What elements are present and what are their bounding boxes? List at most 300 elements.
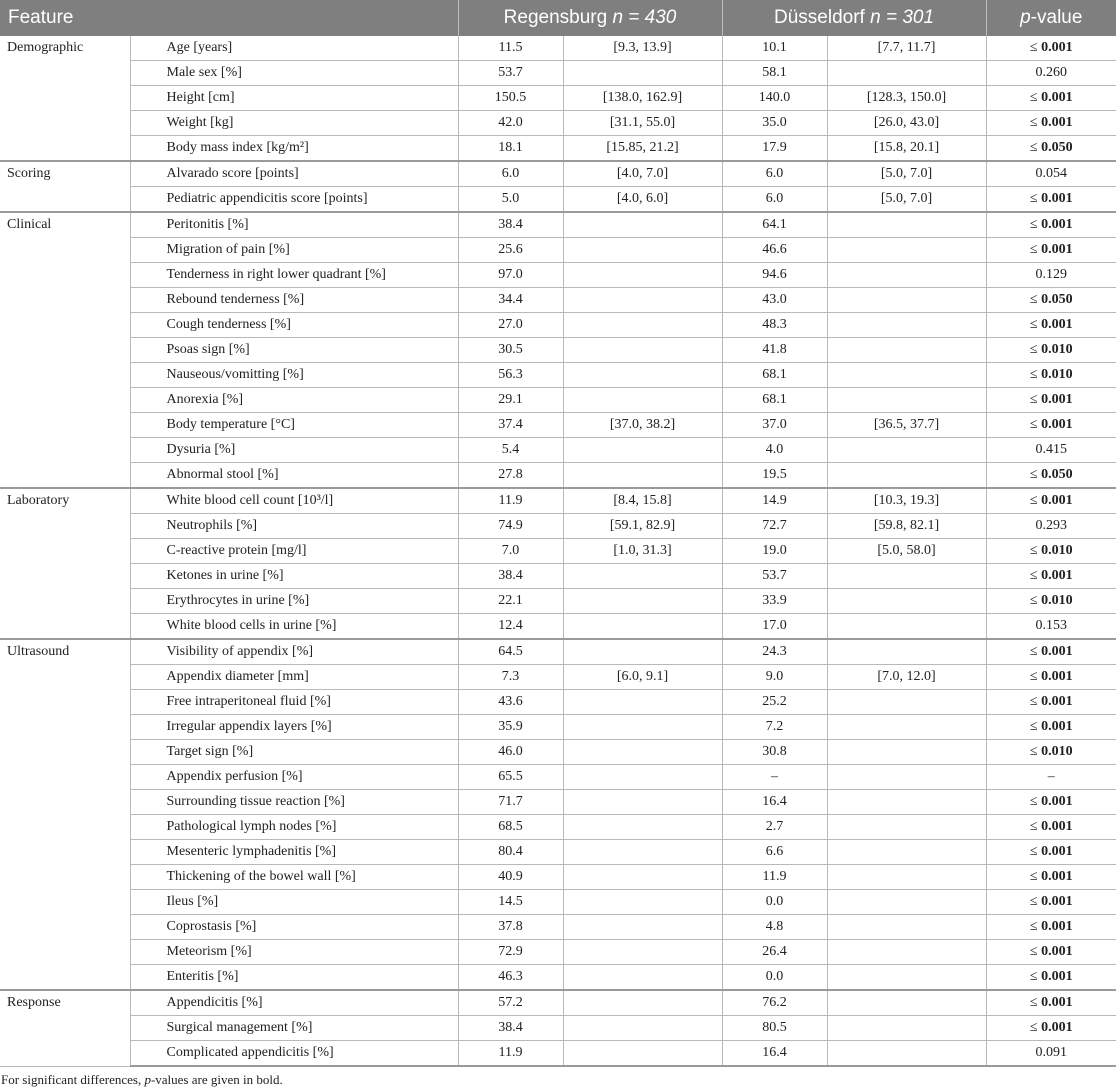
pvalue-prefix: ≤ [1029,694,1042,709]
dusseldorf-value: 46.6 [722,238,827,263]
regensburg-iqr [563,990,722,1016]
table-row [0,690,1116,715]
dusseldorf-iqr [827,790,986,815]
pvalue-number: 0.010 [1041,342,1073,357]
dusseldorf-value: – [722,765,827,790]
pvalue-prefix: ≤ [1029,1020,1042,1035]
dusseldorf-value: 24.3 [722,639,827,665]
dusseldorf-value: 68.1 [722,388,827,413]
dusseldorf-value: 4.0 [722,438,827,463]
regensburg-iqr [563,815,722,840]
feature-cell: Age [years] [130,36,458,61]
feature-cell: Mesenteric lymphadenitis [%] [130,840,458,865]
table-row [0,840,1116,865]
pvalue-number: 0.260 [1035,65,1068,80]
dusseldorf-value: 53.7 [722,564,827,589]
pvalue-prefix: ≤ [1029,317,1042,332]
dusseldorf-iqr [827,614,986,640]
regensburg-iqr [563,690,722,715]
feature-cell: Target sign [%] [130,740,458,765]
pvalue-cell [986,890,1116,915]
pvalue-prefix: ≤ [1029,467,1042,482]
regensburg-iqr [563,614,722,640]
pvalue-prefix: ≤ [1029,242,1042,257]
regensburg-iqr [563,564,722,589]
table-row [0,790,1116,815]
regensburg-value: 29.1 [458,388,563,413]
pvalue-cell [986,338,1116,363]
dusseldorf-value: 2.7 [722,815,827,840]
pvalue-number: 0.415 [1035,442,1068,457]
regensburg-iqr: [4.0, 7.0] [563,161,722,187]
dusseldorf-iqr: [26.0, 43.0] [827,111,986,136]
regensburg-iqr [563,463,722,489]
pvalue-cell [986,990,1116,1016]
table-row [0,363,1116,388]
table-row [0,413,1116,438]
feature-cell: Weight [kg] [130,111,458,136]
pvalue-header-rest: -value [1030,7,1083,28]
dusseldorf-value: 72.7 [722,514,827,539]
feature-cell: Thickening of the bowel wall [%] [130,865,458,890]
regensburg-iqr [563,338,722,363]
dusseldorf-iqr [827,1041,986,1067]
dusseldorf-iqr [827,212,986,238]
pvalue-cell [986,61,1116,86]
pvalue-number: 0.050 [1041,140,1073,155]
table-row [0,263,1116,288]
feature-cell: Anorexia [%] [130,388,458,413]
pvalue-cell [986,690,1116,715]
pvalue-prefix: ≤ [1029,869,1042,884]
regensburg-iqr [563,790,722,815]
dusseldorf-iqr [827,865,986,890]
table-row [0,86,1116,111]
regensburg-value: 7.3 [458,665,563,690]
regensburg-value: 57.2 [458,990,563,1016]
regensburg-value: 38.4 [458,212,563,238]
pvalue-prefix: ≤ [1029,342,1042,357]
pvalue-cell [986,86,1116,111]
pvalue-number: 0.001 [1041,493,1073,508]
footnote-after: -values are given in bold. [150,1072,283,1087]
dusseldorf-iqr [827,1016,986,1041]
table-row [0,865,1116,890]
pvalue-cell [986,363,1116,388]
dusseldorf-iqr [827,815,986,840]
pvalue-cell [986,940,1116,965]
pvalue-number: 0.153 [1035,618,1068,633]
dusseldorf-value: 4.8 [722,915,827,940]
dusseldorf-n: n = 301 [870,7,935,28]
pvalue-cell [986,589,1116,614]
regensburg-iqr [563,740,722,765]
pvalue-number: 0.001 [1041,217,1073,232]
table-row [0,665,1116,690]
table-row [0,589,1116,614]
table-row [0,338,1116,363]
pvalue-cell [986,161,1116,187]
dusseldorf-iqr [827,338,986,363]
table-row [0,36,1116,61]
dusseldorf-iqr [827,990,986,1016]
table-footnote [0,1067,1116,1088]
dusseldorf-iqr [827,765,986,790]
dusseldorf-iqr [827,690,986,715]
dusseldorf-value: 6.6 [722,840,827,865]
pvalue-number: 0.010 [1041,543,1073,558]
regensburg-value: 42.0 [458,111,563,136]
feature-cell: Irregular appendix layers [%] [130,715,458,740]
pvalue-prefix: ≤ [1029,669,1042,684]
regensburg-value: 30.5 [458,338,563,363]
table-row [0,890,1116,915]
pvalue-number: 0.050 [1041,292,1073,307]
regensburg-iqr [563,61,722,86]
regensburg-iqr: [138.0, 162.9] [563,86,722,111]
pvalue-number: 0.001 [1041,894,1073,909]
dusseldorf-iqr [827,288,986,313]
dusseldorf-value: 25.2 [722,690,827,715]
pvalue-cell [986,740,1116,765]
regensburg-iqr [563,965,722,991]
feature-cell: Body temperature [°C] [130,413,458,438]
group-label: Laboratory [0,488,130,639]
regensburg-iqr [563,840,722,865]
pvalue-cell [986,1016,1116,1041]
pvalue-prefix: ≤ [1029,292,1042,307]
regensburg-header [458,0,722,36]
dusseldorf-value: 43.0 [722,288,827,313]
pvalue-cell [986,413,1116,438]
pvalue-cell [986,212,1116,238]
pvalue-number: 0.001 [1041,191,1073,206]
pvalue-cell [986,840,1116,865]
dusseldorf-iqr: [36.5, 37.7] [827,413,986,438]
table-row [0,212,1116,238]
regensburg-iqr: [8.4, 15.8] [563,488,722,514]
feature-cell: Pediatric appendicitis score [points] [130,187,458,213]
pvalue-prefix: ≤ [1029,744,1042,759]
dusseldorf-value: 19.0 [722,539,827,564]
regensburg-value: 64.5 [458,639,563,665]
regensburg-iqr [563,388,722,413]
regensburg-value: 12.4 [458,614,563,640]
pvalue-number: 0.001 [1041,694,1073,709]
feature-cell: Meteorism [%] [130,940,458,965]
regensburg-iqr [563,313,722,338]
pvalue-prefix: ≤ [1029,995,1042,1010]
table-row [0,111,1116,136]
feature-cell: Appendix perfusion [%] [130,765,458,790]
pvalue-prefix: ≤ [1029,140,1042,155]
dusseldorf-value: 48.3 [722,313,827,338]
pvalue-cell [986,965,1116,991]
dusseldorf-value: 16.4 [722,1041,827,1067]
regensburg-iqr: [37.0, 38.2] [563,413,722,438]
regensburg-iqr [563,589,722,614]
pvalue-prefix: ≤ [1029,644,1042,659]
pvalue-header [986,0,1116,36]
table-row [0,614,1116,640]
table-row [0,1016,1116,1041]
group-label: Response [0,990,130,1066]
feature-cell: C-reactive protein [mg/l] [130,539,458,564]
regensburg-iqr: [31.1, 55.0] [563,111,722,136]
feature-cell: Surrounding tissue reaction [%] [130,790,458,815]
pvalue-prefix: ≤ [1029,217,1042,232]
pvalue-number: 0.001 [1041,417,1073,432]
dusseldorf-iqr: [5.0, 7.0] [827,187,986,213]
table-row [0,539,1116,564]
table-header [0,0,1116,36]
dusseldorf-iqr [827,840,986,865]
table-row [0,740,1116,765]
pvalue-prefix: ≤ [1029,719,1042,734]
pvalue-number: 0.001 [1041,944,1073,959]
pvalue-number: 0.001 [1041,844,1073,859]
dusseldorf-value: 41.8 [722,338,827,363]
regensburg-n: n = 430 [612,7,677,28]
group-label: Ultrasound [0,639,130,990]
regensburg-iqr [563,890,722,915]
dusseldorf-value: 76.2 [722,990,827,1016]
pvalue-number: 0.001 [1041,719,1073,734]
dusseldorf-value: 80.5 [722,1016,827,1041]
feature-header: Feature [0,0,458,36]
table-row [0,288,1116,313]
dusseldorf-value: 6.0 [722,161,827,187]
pvalue-number: 0.001 [1041,392,1073,407]
pvalue-number: 0.001 [1041,669,1073,684]
regensburg-iqr: [15.85, 21.2] [563,136,722,162]
pvalue-prefix: ≤ [1029,367,1042,382]
pvalue-prefix: ≤ [1029,392,1042,407]
pvalue-prefix: ≤ [1029,844,1042,859]
dusseldorf-value: 17.9 [722,136,827,162]
pvalue-prefix: ≤ [1029,191,1042,206]
feature-cell: White blood cell count [10³/l] [130,488,458,514]
pvalue-number: 0.001 [1041,1020,1073,1035]
table-row [0,1041,1116,1067]
dusseldorf-value: 64.1 [722,212,827,238]
dusseldorf-iqr [827,965,986,991]
feature-cell: Rebound tenderness [%] [130,288,458,313]
feature-cell: Tenderness in right lower quadrant [%] [130,263,458,288]
dusseldorf-iqr: [10.3, 19.3] [827,488,986,514]
table-row [0,438,1116,463]
dusseldorf-value: 9.0 [722,665,827,690]
table-row [0,965,1116,991]
dusseldorf-iqr [827,388,986,413]
pvalue-cell [986,765,1116,790]
pvalue-number: 0.001 [1041,919,1073,934]
dusseldorf-iqr [827,61,986,86]
dusseldorf-value: 140.0 [722,86,827,111]
regensburg-iqr [563,263,722,288]
regensburg-value: 7.0 [458,539,563,564]
regensburg-value: 74.9 [458,514,563,539]
feature-cell: Abnormal stool [%] [130,463,458,489]
pvalue-cell [986,488,1116,514]
dusseldorf-value: 7.2 [722,715,827,740]
dusseldorf-iqr [827,263,986,288]
feature-cell: Nauseous/vomitting [%] [130,363,458,388]
feature-cell: Male sex [%] [130,61,458,86]
feature-cell: Height [cm] [130,86,458,111]
regensburg-iqr: [59.1, 82.9] [563,514,722,539]
regensburg-value: 150.5 [458,86,563,111]
table-row [0,514,1116,539]
pvalue-cell [986,865,1116,890]
footnote-italic: p [144,1072,151,1087]
regensburg-value: 11.9 [458,1041,563,1067]
regensburg-iqr [563,765,722,790]
regensburg-iqr: [4.0, 6.0] [563,187,722,213]
feature-cell: Psoas sign [%] [130,338,458,363]
group-label: Clinical [0,212,130,488]
pvalue-number: 0.001 [1041,794,1073,809]
table-row [0,61,1116,86]
regensburg-value: 46.3 [458,965,563,991]
regensburg-iqr [563,438,722,463]
feature-cell: Appendicitis [%] [130,990,458,1016]
dusseldorf-value: 30.8 [722,740,827,765]
pvalue-number: 0.001 [1041,995,1073,1010]
pvalue-number: 0.050 [1041,467,1073,482]
dusseldorf-iqr: [5.0, 7.0] [827,161,986,187]
regensburg-value: 37.4 [458,413,563,438]
dusseldorf-iqr [827,238,986,263]
pvalue-prefix: ≤ [1029,969,1042,984]
pvalue-cell [986,514,1116,539]
table-row [0,715,1116,740]
regensburg-value: 5.4 [458,438,563,463]
feature-cell: Erythrocytes in urine [%] [130,589,458,614]
pvalue-header-italic: p [1020,7,1031,28]
table-row [0,915,1116,940]
regensburg-value: 6.0 [458,161,563,187]
dusseldorf-iqr: [7.0, 12.0] [827,665,986,690]
dusseldorf-value: 37.0 [722,413,827,438]
table-row [0,187,1116,213]
regensburg-value: 38.4 [458,564,563,589]
dusseldorf-iqr: [15.8, 20.1] [827,136,986,162]
pvalue-number: 0.293 [1035,518,1068,533]
regensburg-value: 35.9 [458,715,563,740]
feature-cell: Dysuria [%] [130,438,458,463]
feature-cell: Body mass index [kg/m²] [130,136,458,162]
regensburg-value: 53.7 [458,61,563,86]
pvalue-prefix: ≤ [1029,90,1042,105]
pvalue-cell [986,187,1116,213]
regensburg-value: 43.6 [458,690,563,715]
regensburg-iqr [563,238,722,263]
pvalue-number: 0.129 [1035,267,1068,282]
dusseldorf-iqr [827,915,986,940]
dusseldorf-value: 26.4 [722,940,827,965]
pvalue-number: 0.001 [1041,644,1073,659]
dusseldorf-value: 19.5 [722,463,827,489]
pvalue-cell [986,614,1116,640]
footnote-before: For significant differences, [1,1072,145,1087]
feature-cell: Coprostasis [%] [130,915,458,940]
pvalue-number: 0.001 [1041,115,1073,130]
regensburg-value: 65.5 [458,765,563,790]
pvalue-cell [986,1041,1116,1067]
feature-cell: Ketones in urine [%] [130,564,458,589]
pvalue-cell [986,388,1116,413]
feature-cell: Neutrophils [%] [130,514,458,539]
dusseldorf-iqr [827,463,986,489]
pvalue-cell [986,438,1116,463]
table-row [0,136,1116,162]
pvalue-cell [986,288,1116,313]
dusseldorf-iqr [827,940,986,965]
group-label: Demographic [0,36,130,161]
dusseldorf-value: 35.0 [722,111,827,136]
dusseldorf-iqr: [5.0, 58.0] [827,539,986,564]
regensburg-iqr: [1.0, 31.3] [563,539,722,564]
feature-cell: Free intraperitoneal fluid [%] [130,690,458,715]
regensburg-iqr [563,1041,722,1067]
feature-cell: Migration of pain [%] [130,238,458,263]
pvalue-prefix: ≤ [1029,417,1042,432]
regensburg-value: 38.4 [458,1016,563,1041]
pvalue-number: 0.010 [1041,367,1073,382]
pvalue-number: 0.001 [1041,90,1073,105]
pvalue-prefix: ≤ [1029,894,1042,909]
regensburg-value: 40.9 [458,865,563,890]
feature-cell: Alvarado score [points] [130,161,458,187]
pvalue-cell [986,790,1116,815]
feature-cell: Enteritis [%] [130,965,458,991]
dusseldorf-iqr [827,363,986,388]
dusseldorf-label: Düsseldorf [774,7,871,28]
dusseldorf-value: 16.4 [722,790,827,815]
pvalue-prefix: ≤ [1029,115,1042,130]
regensburg-iqr [563,363,722,388]
dusseldorf-iqr: [7.7, 11.7] [827,36,986,61]
regensburg-iqr [563,1016,722,1041]
dusseldorf-iqr [827,715,986,740]
pvalue-cell [986,915,1116,940]
regensburg-value: 71.7 [458,790,563,815]
pvalue-number: 0.001 [1041,242,1073,257]
table-row [0,639,1116,665]
pvalue-cell [986,715,1116,740]
dusseldorf-value: 10.1 [722,36,827,61]
dusseldorf-value: 0.0 [722,890,827,915]
feature-cell: Complicated appendicitis [%] [130,1041,458,1067]
table-row [0,313,1116,338]
regensburg-value: 11.5 [458,36,563,61]
pvalue-prefix: ≤ [1029,919,1042,934]
regensburg-value: 68.5 [458,815,563,840]
regensburg-iqr [563,715,722,740]
regensburg-value: 97.0 [458,263,563,288]
dusseldorf-value: 94.6 [722,263,827,288]
feature-cell: Pathological lymph nodes [%] [130,815,458,840]
pvalue-prefix: ≤ [1029,568,1042,583]
regensburg-value: 14.5 [458,890,563,915]
table-row [0,765,1116,790]
regensburg-iqr [563,940,722,965]
pvalue-cell [986,36,1116,61]
pvalue-number: 0.054 [1035,166,1068,181]
regensburg-value: 27.8 [458,463,563,489]
feature-cell: Appendix diameter [mm] [130,665,458,690]
